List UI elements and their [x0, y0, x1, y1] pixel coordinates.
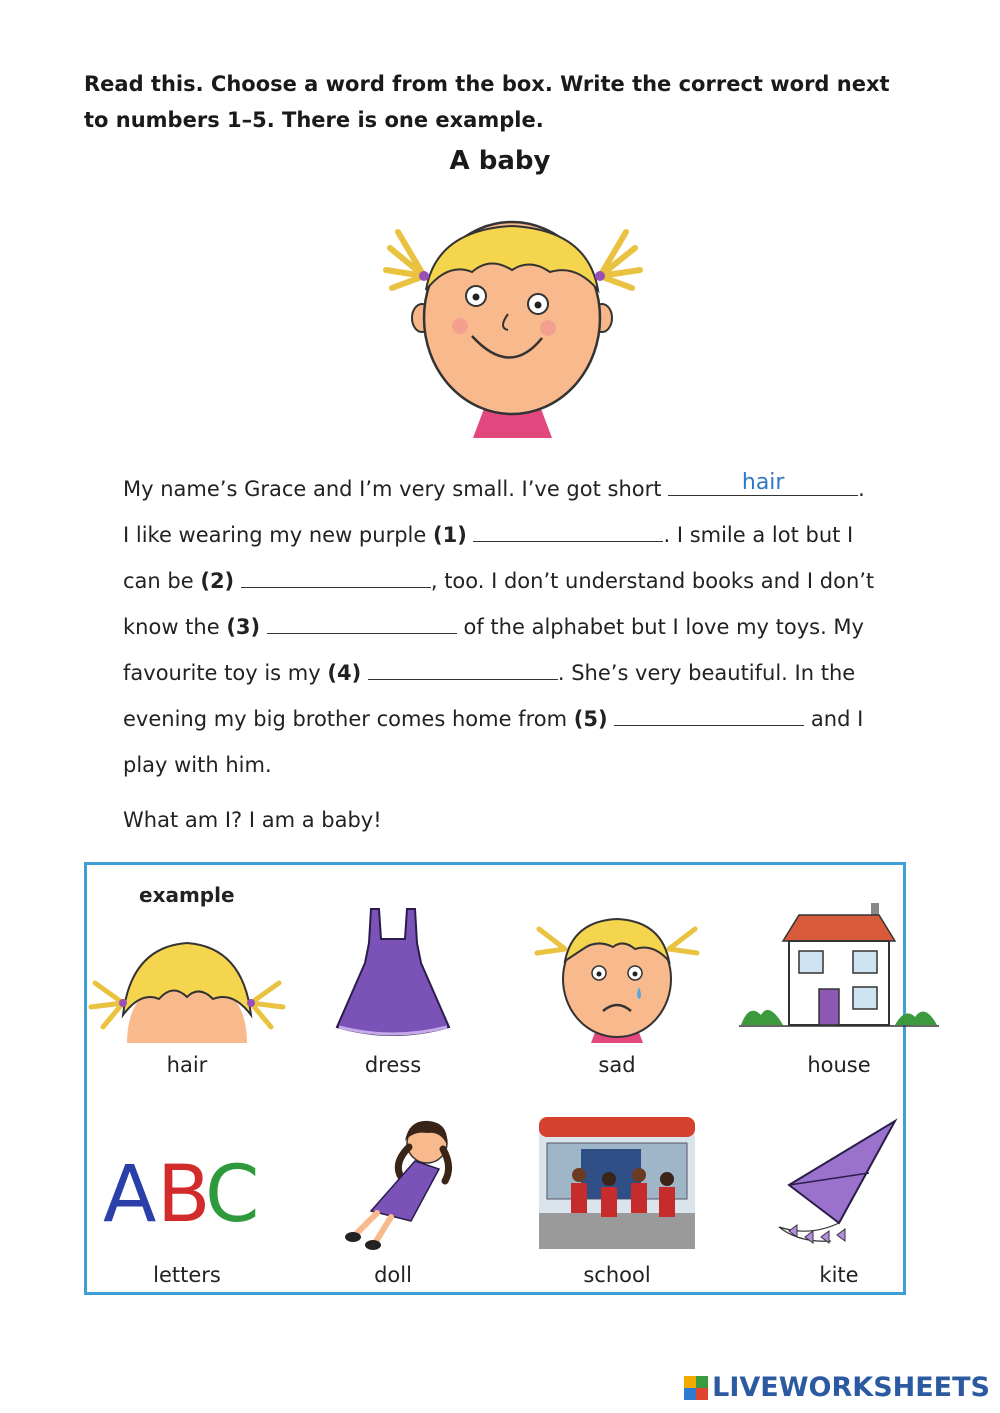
question-number: (3)	[226, 615, 261, 639]
word-hair: hair	[166, 1053, 208, 1077]
word-doll: doll	[374, 1263, 412, 1287]
example-label: example	[139, 883, 235, 907]
kite-picture	[739, 1113, 939, 1253]
story-line-3	[123, 562, 923, 608]
story-text: can be	[123, 569, 194, 593]
story-text: I like wearing my new purple	[123, 523, 427, 547]
house-picture	[739, 903, 939, 1043]
story-text: . She’s very beautiful. In the	[557, 661, 856, 685]
story-text: and I	[810, 707, 864, 731]
school-picture	[517, 1113, 717, 1253]
story-line-2	[123, 516, 923, 562]
question-number: (2)	[200, 569, 235, 593]
word-card-hair	[87, 903, 287, 1077]
word-letters: letters	[153, 1263, 221, 1287]
word-card-letters	[87, 1113, 287, 1287]
word-sad: sad	[598, 1053, 636, 1077]
story-line-7	[123, 746, 923, 792]
closing-question: What am I? I am a baby!	[123, 808, 382, 832]
word-box	[84, 862, 906, 1295]
word-dress: dress	[364, 1053, 422, 1077]
liveworksheets-logo	[684, 1372, 990, 1403]
word-card-kite	[739, 1113, 939, 1287]
story-text: know the	[123, 615, 220, 639]
doll-picture	[293, 1113, 493, 1253]
story-line-4	[123, 608, 923, 654]
answer-blank-4[interactable]	[368, 655, 558, 680]
sad-face-picture	[517, 903, 717, 1043]
instructions: Read this. Choose a word from the box. Write the correct word next to numbers 1–5. There is one example.	[84, 72, 890, 132]
grace-portrait-illustration	[380, 218, 645, 438]
story-text: , too. I don’t understand books and I don’t	[430, 569, 875, 593]
story-passage	[123, 470, 923, 792]
dress-picture	[293, 903, 493, 1043]
answer-input-2[interactable]	[241, 563, 431, 587]
example-answer: hair	[741, 470, 785, 495]
logo-text: LIVEWORKSHEETS	[712, 1372, 990, 1403]
word-card-dress	[293, 903, 493, 1077]
page-title: A baby	[449, 146, 551, 176]
answer-blank-2[interactable]	[241, 563, 431, 588]
question-number: (4)	[327, 661, 362, 685]
word-kite: kite	[819, 1263, 859, 1287]
answer-blank-1[interactable]	[473, 517, 663, 542]
story-line-5	[123, 654, 923, 700]
story-text: My name’s Grace and I’m very small. I’ve got short	[123, 477, 662, 501]
word-card-school	[517, 1113, 717, 1287]
answer-input-3[interactable]	[267, 609, 457, 633]
answer-input-1[interactable]	[473, 517, 663, 541]
story-line-1	[123, 470, 923, 516]
word-card-house	[739, 903, 939, 1077]
story-text: .	[858, 477, 865, 501]
story-text: play with him.	[123, 753, 272, 777]
story-text: . I smile a lot but I	[663, 523, 854, 547]
story-text: of the alphabet but I love my toys. My	[463, 615, 864, 639]
answer-input-4[interactable]	[368, 655, 558, 679]
abc-letter-b: B	[157, 1150, 211, 1240]
hair-picture	[87, 903, 287, 1043]
story-line-6	[123, 700, 923, 746]
question-number: (5)	[573, 707, 608, 731]
word-school: school	[583, 1263, 651, 1287]
word-house: house	[807, 1053, 871, 1077]
story-text: evening my big brother comes home from	[123, 707, 568, 731]
abc-letters-picture	[87, 1113, 287, 1253]
abc-letter-c: C	[205, 1150, 260, 1240]
story-text: favourite toy is my	[123, 661, 321, 685]
answer-input-5[interactable]	[614, 701, 804, 725]
word-card-doll	[293, 1113, 493, 1287]
example-blank	[668, 471, 858, 496]
word-card-sad	[517, 903, 717, 1077]
question-number: (1)	[432, 523, 467, 547]
logo-badge-icon	[684, 1376, 708, 1400]
abc-letter-a: A	[103, 1150, 157, 1240]
answer-blank-3[interactable]	[267, 609, 457, 634]
answer-blank-5[interactable]	[614, 701, 804, 726]
